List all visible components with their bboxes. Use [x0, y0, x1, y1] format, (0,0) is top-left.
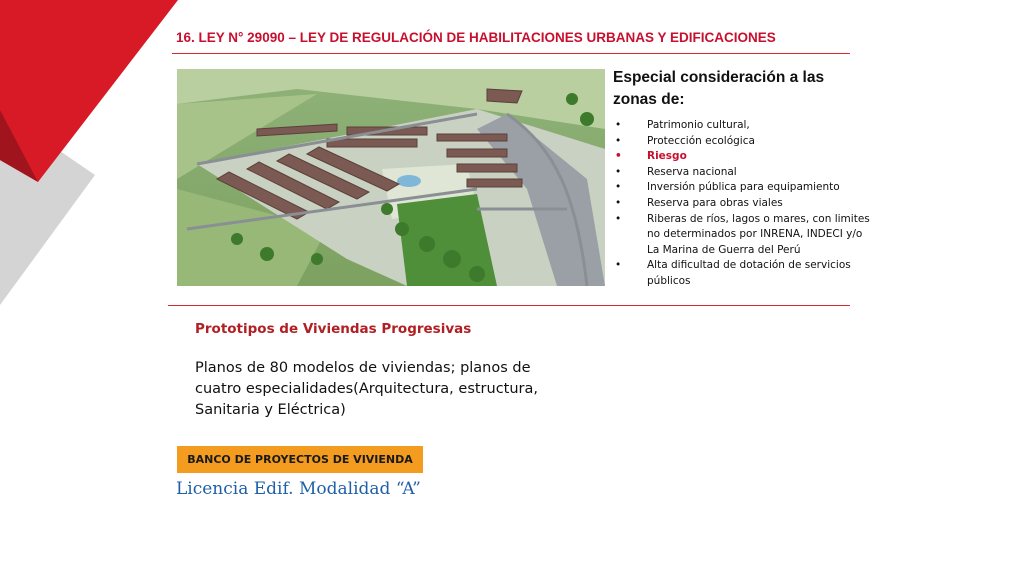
prototypes-title: Prototipos de Viviendas Progresivas — [195, 321, 472, 337]
special-zone-item: • Patrimonio cultural, — [613, 118, 875, 134]
housing-projects-bank-button[interactable]: BANCO DE PROYECTOS DE VIVIENDA — [177, 446, 423, 473]
special-zone-item: • Riberas de ríos, lagos o mares, con limites no determinados por INRENA, INDECI y/o La Marina de Guerra del Perú — [613, 212, 875, 259]
urban-development-aerial-image — [177, 69, 605, 286]
license-modality-text: Licencia Edif. Modalidad “A” — [176, 479, 421, 499]
prototypes-description: Planos de 80 modelos de viviendas; planos de cuatro especialidades(Arquitectura, estructura, Sanitaria y Eléctrica) — [195, 360, 539, 418]
special-zone-item: • Reserva nacional — [613, 165, 875, 181]
decor-red-shape — [0, 0, 178, 182]
special-zone-item: • Riesgo — [613, 149, 875, 165]
special-zone-item: • Protección ecológica — [613, 134, 875, 150]
special-zones-list — [613, 118, 875, 290]
page-title: 16. LEY N° 29090 – LEY DE REGULACIÓN DE HABILITACIONES URBANAS Y EDIFICACIONES — [176, 30, 776, 45]
pond — [397, 175, 421, 187]
corner-decoration — [0, 0, 180, 320]
special-zone-item: • Alta dificultad de dotación de servicios públicos — [613, 258, 875, 289]
section-divider — [168, 305, 850, 306]
special-zones-title: Especial consideración a las zonas de: — [613, 69, 825, 108]
title-divider — [172, 53, 850, 54]
special-zone-item: • Inversión pública para equipamiento — [613, 180, 875, 196]
special-zone-item: • Reserva para obras viales — [613, 196, 875, 212]
